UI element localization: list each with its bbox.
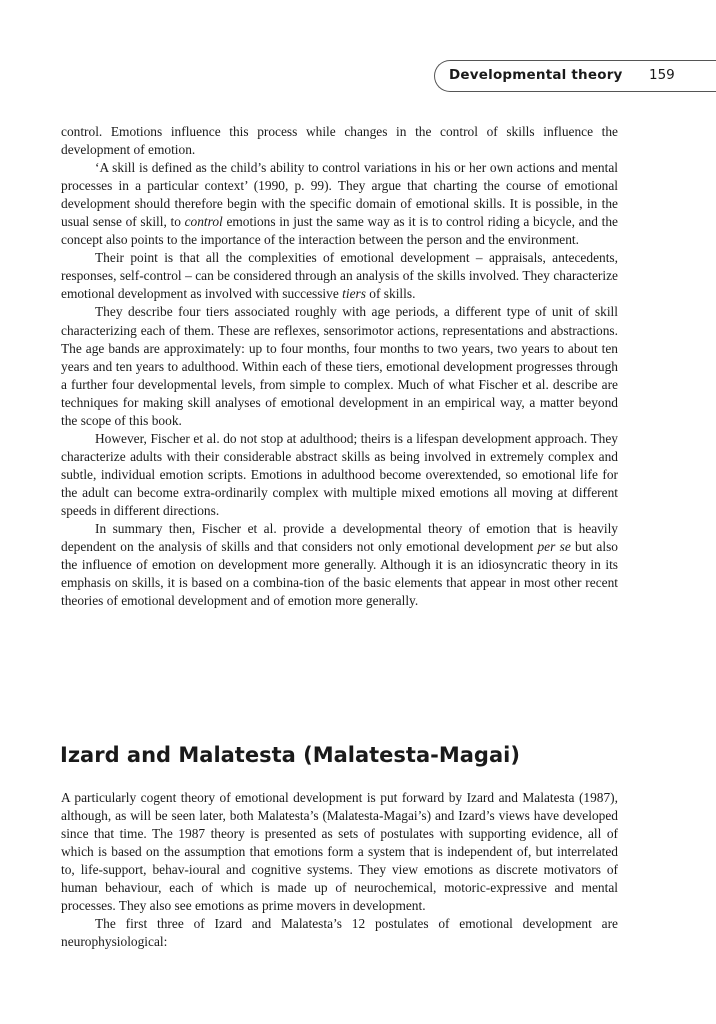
- paragraph: [61, 249, 618, 303]
- text-run: control. Emotions influence this process while changes in the control of skills influence the development of emotion.: [61, 124, 618, 158]
- text-run: ‘A skill is defined as the child’s ability to control variations in his or her own actions and mental processes in a particular context’ (1990, p. 99). They argue that charting the course of emotional development should therefore begin with the specific domain of emotional skills. It is possible, in the usual sense of skill, to: [61, 160, 618, 230]
- text-run: Their point is that all the complexities of emotional development – appraisals, antecedents, responses, self-control – can be considered through an analysis of the skills involved. They characterize emotional development as involved with successive: [61, 250, 618, 302]
- text-run: A particularly cogent theory of emotional development is put forward by Izard and Malatesta (1987), although, as will be seen later, both Malatesta’s (Malatesta-Magai’s) and Izard’s views have developed since that time. The 1987 theory is presented as sets of postulates with supporting evidence, all of which is based on the assumption that emotions form a system that is independent of, but interrelated to, life-support, behav-ioural and cognitive systems. They view emotions as discrete motivators of human behaviour, each of which is made up of neurochemical, motoric-expressive and mental processes. They also see emotions as prime movers in development.: [61, 790, 618, 914]
- paragraph: [61, 789, 618, 915]
- paragraph: [61, 123, 618, 159]
- body-text-top: [61, 123, 618, 610]
- running-title: Developmental theory: [449, 67, 623, 83]
- body-text-bottom: [61, 789, 618, 951]
- paragraph: [61, 303, 618, 429]
- text-run: of skills.: [365, 286, 416, 302]
- paragraph: [61, 430, 618, 520]
- paragraph: [61, 520, 618, 610]
- section-heading: Izard and Malatesta (Malatesta-Magai): [60, 743, 520, 767]
- paragraph: [61, 915, 618, 951]
- italic-text: per se: [537, 539, 571, 555]
- text-run: but also the influence of emotion on development more generally. Although it is an idiosyncratic theory in its emphasis on skills, it is based on a combina-tion of the basic elements that appear in most other recent theories of emotional development and of emotion more generally.: [61, 539, 618, 609]
- paragraph: [61, 159, 618, 249]
- italic-text: control: [184, 214, 223, 230]
- text-run: emotions in just the same way as it is to control riding a bicycle, and the concept also points to the importance of the interaction between the person and the environment.: [61, 214, 618, 248]
- text-run: The first three of Izard and Malatesta’s 12 postulates of emotional development are neurophysiological:: [61, 916, 618, 950]
- running-head: [434, 60, 716, 92]
- text-run: In summary then, Fischer et al. provide a developmental theory of emotion that is heavily dependent on the analysis of skills and that considers not only emotional development: [61, 521, 618, 555]
- page-number: 159: [649, 67, 675, 83]
- italic-text: tiers: [342, 286, 366, 302]
- text-run: However, Fischer et al. do not stop at adulthood; theirs is a lifespan development approach. They characterize adults with their considerable abstract skills as being involved in extremely complex and subtle, individual emotion scripts. Emotions in adulthood become overextended, so emotional life for the adult can become extra-ordinarily complex with multiple mixed emotions all moving at different speeds in different directions.: [61, 430, 618, 518]
- text-run: They describe four tiers associated roughly with age periods, a different type of unit of skill characterizing each of them. These are reflexes, sensorimotor actions, representations and abstractions. The age bands are approximately: up to four months, four months to two years, two years to about ten years and ten years to adulthood. Within each of these tiers, emotional development progresses through a further four developmental levels, from simple to complex. Much of what Fischer et al. describe are techniques for making skill analyses of emotional development in an empirical way, a matter beyond the scope of this book.: [61, 304, 618, 428]
